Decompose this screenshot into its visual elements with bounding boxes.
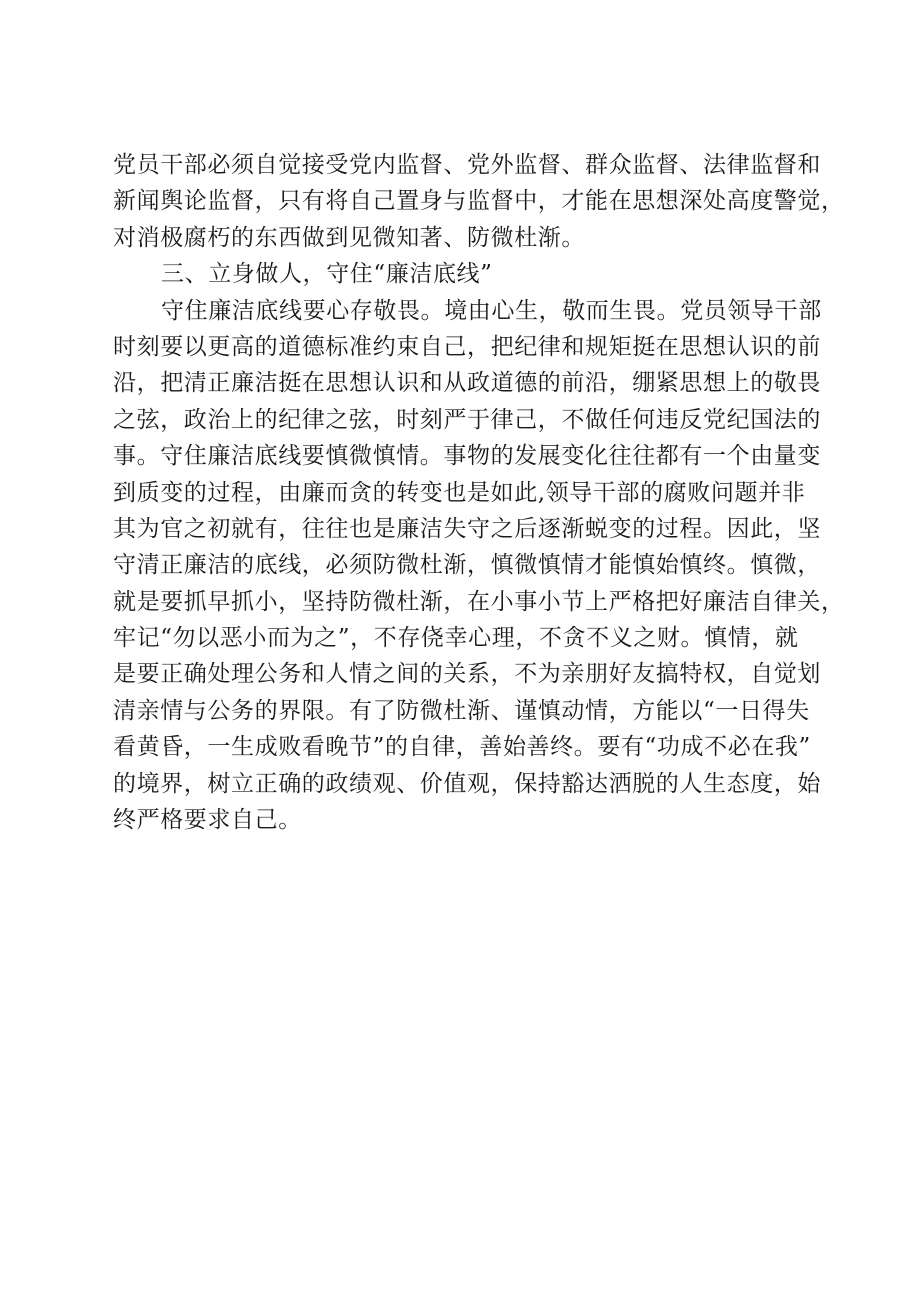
text-line: 党员干部必须自觉接受党内监督、党外监督、群众监督、法律监督和 [113, 152, 821, 178]
text-line: 事。守住廉洁底线要慎微慎情。事物的发展变化往往都有一个由量变 [113, 443, 821, 470]
text-line: 牢记“勿以恶小而为之”，不存侥幸心理，不贪不义之财。慎情，就 [113, 625, 799, 652]
text-line: 就是要抓早抓小，坚持防微杜渐，在小事小节上严格把好廉洁自律关， [113, 588, 845, 615]
text-line: 是要正确处理公务和人情之间的关系，不为亲朋好友搞特权，自觉划 [113, 661, 821, 688]
text-line: 的境界，树立正确的政绩观、价值观，保持豁达洒脱的人生态度，始 [113, 770, 821, 797]
text-line: 守清正廉洁的底线，必须防微杜渐，慎微慎情才能慎始慎终。慎微， [113, 552, 821, 579]
text-line: 守住廉洁底线要心存敬畏。境由心生，敬而生畏。党员领导干部 [161, 297, 822, 324]
body-text [113, 147, 845, 838]
section-heading: 三、立身做人，守住“廉洁底线” [161, 261, 493, 288]
text-line: 到质变的过程，由廉而贪的转变也是如此,领导干部的腐败问题并非 [113, 479, 806, 506]
text-line: 对消极腐朽的东西做到见微知著、防微杜渐。 [113, 224, 585, 251]
text-line: 新闻舆论监督，只有将自己置身与监督中，才能在思想深处高度警觉， [113, 188, 845, 215]
text-line: 看黄昏，一生成败看晚节”的自律，善始善终。要有“功成不必在我” [113, 734, 811, 761]
text-line: 其为官之初就有，往往也是廉洁失守之后逐渐蜕变的过程。因此，坚 [113, 515, 821, 542]
text-line: 之弦，政治上的纪律之弦，时刻严于律己，不做任何违反党纪国法的 [113, 406, 821, 433]
text-line: 沿，把清正廉洁挺在思想认识和从政道德的前沿，绷紧思想上的敬畏 [113, 370, 821, 397]
text-line: 终严格要求自己。 [113, 807, 302, 834]
text-line: 时刻要以更高的道德标准约束自己，把纪律和规矩挺在思想认识的前 [113, 333, 821, 360]
text-line: 清亲情与公务的界限。有了防微杜渐、谨慎动情，方能以“一日得失 [113, 697, 810, 724]
